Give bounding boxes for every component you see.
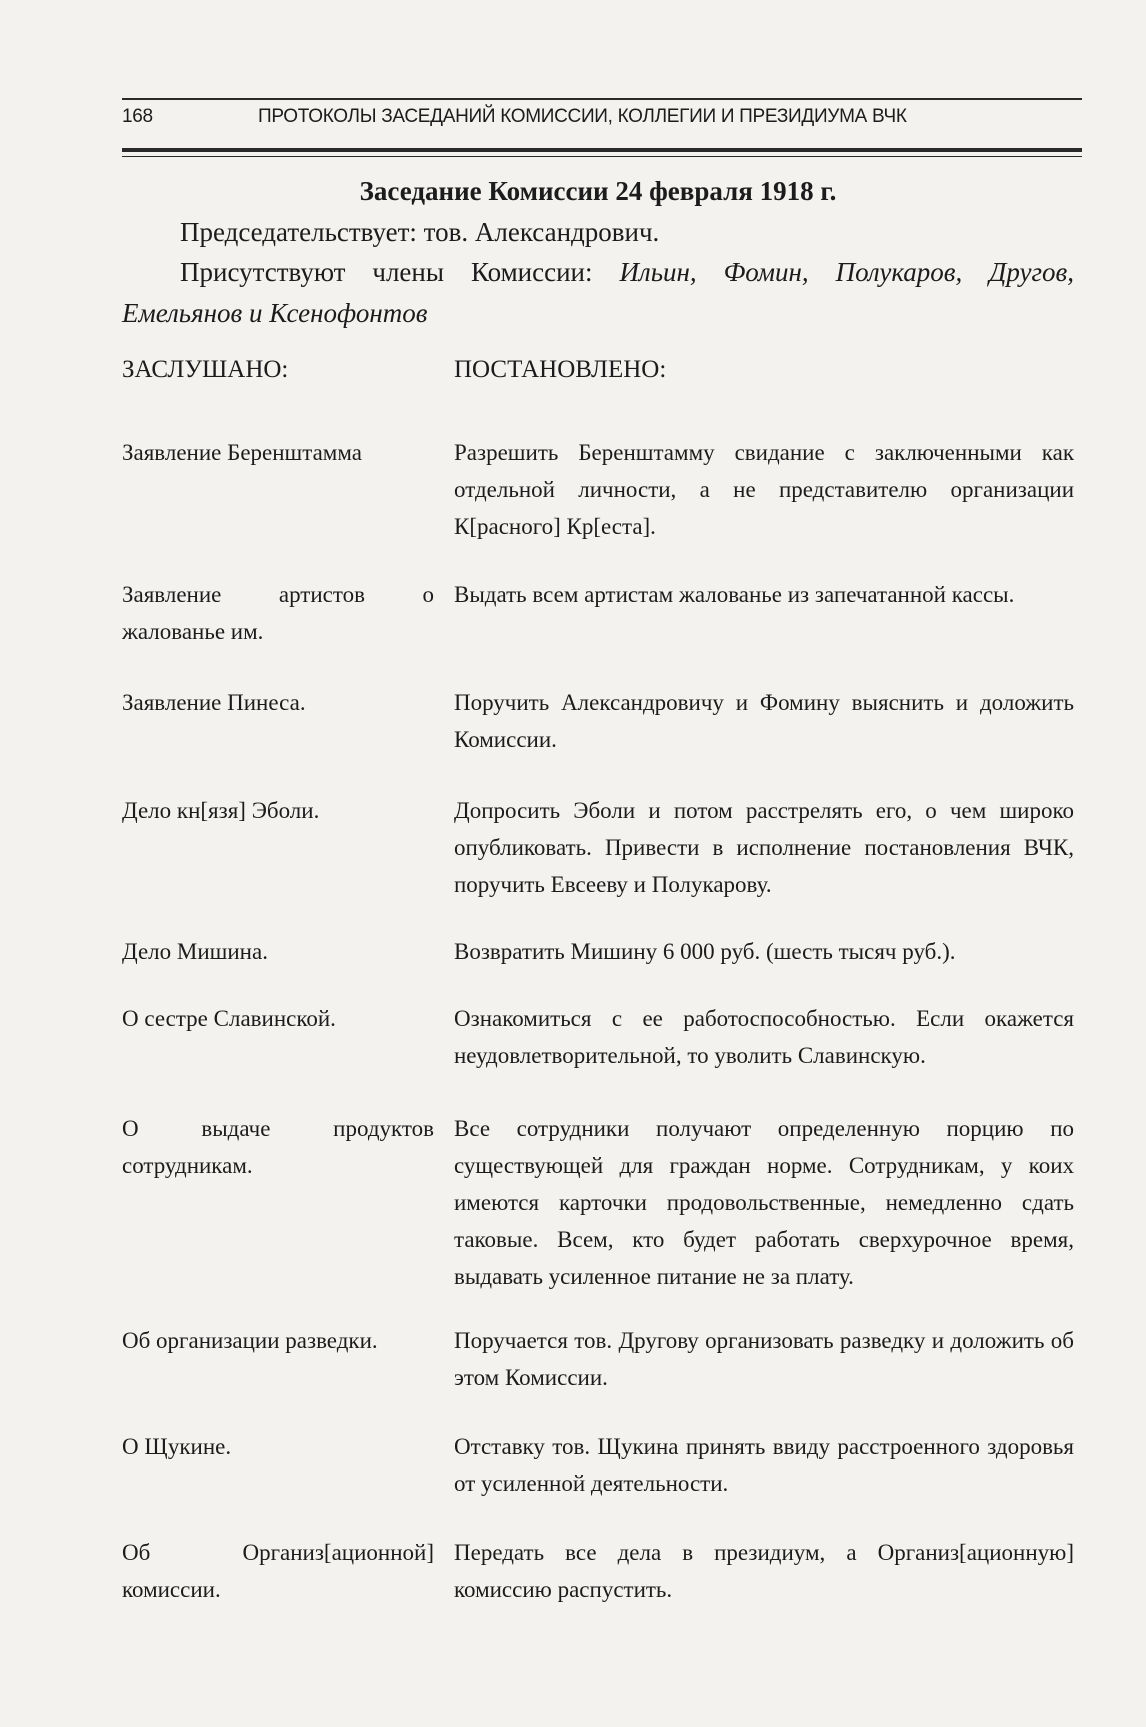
header-rule-thick xyxy=(122,148,1082,152)
protocol-item xyxy=(122,434,1074,545)
item-resolved: Поручить Александровичу и Фомину выяснить и доложить Комиссии. xyxy=(454,690,1074,752)
present-line xyxy=(122,252,1074,334)
session-title: Заседание Комиссии 24 февраля 1918 г. xyxy=(359,176,837,206)
item-resolved: Выдать всем артистам жалованье из запечатанной кассы. xyxy=(454,582,1015,607)
item-resolved: Отставку тов. Щукина принять ввиду расстроенного здоровья от усиленной деятельности. xyxy=(454,1434,1074,1496)
item-heard: Об Организ[ационной] комиссии. xyxy=(122,1540,434,1602)
item-heard: Заявление Беренштамма xyxy=(122,440,362,465)
item-resolved: Разрешить Беренштамму свидание с заключенными как отдельной личности, а не представителю организации К[расного] Кр[еста]. xyxy=(454,440,1074,539)
page-header xyxy=(122,98,1082,157)
item-heard: О Щукине. xyxy=(122,1434,232,1459)
item-heard: Заявление артистов о жалованье им. xyxy=(122,582,434,644)
column-headers xyxy=(122,356,1074,384)
protocol-item xyxy=(122,684,1074,758)
heard-header: ЗАСЛУШАНО: xyxy=(122,356,289,383)
chair-line: Председательствует: тов. Александрович. xyxy=(180,217,660,247)
header-rule-thin xyxy=(122,156,1082,157)
protocol-item xyxy=(122,933,1074,970)
item-resolved: Все сотрудники получают определенную порцию по существующей для граждан норме. Сотрудникам, у коих имеются карточки продовольственные, немедленно сдать таковые. Всем, кто будет работать сверхурочное время, выдавать усиленное питание не за плату. xyxy=(454,1116,1074,1289)
item-resolved: Допросить Эболи и потом расстрелять его, о чем широко опубликовать. Привести в исполнение постановления ВЧК, поручить Евсееву и Полукарову. xyxy=(454,798,1074,897)
protocol-item xyxy=(122,1428,1074,1502)
running-title: ПРОТОКОЛЫ ЗАСЕДАНИЙ КОМИССИИ, КОЛЛЕГИИ И ПРЕЗИДИУМА ВЧК xyxy=(258,106,907,127)
item-heard: Дело кн[язя] Эболи. xyxy=(122,798,320,823)
item-heard: Об организации разведки. xyxy=(122,1328,378,1353)
item-heard: О выдаче продуктов сотрудникам. xyxy=(122,1116,434,1178)
present-names: Ильин, Фомин, Полукаров, Другов, Емельянов и Ксенофонтов xyxy=(122,257,1074,328)
item-resolved: Поручается тов. Другову организовать разведку и доложить об этом Комиссии. xyxy=(454,1328,1074,1390)
header-row xyxy=(122,100,1082,148)
item-heard: Заявление Пинеса. xyxy=(122,690,306,715)
item-heard: О сестре Славинской. xyxy=(122,1006,336,1031)
protocol-item xyxy=(122,1534,1074,1608)
item-resolved: Возвратить Мишину 6 000 руб. (шесть тысяч руб.). xyxy=(454,939,956,964)
protocol-item xyxy=(122,1000,1074,1074)
protocol-item xyxy=(122,1110,1074,1295)
protocol-content xyxy=(122,164,1074,384)
protocol-item xyxy=(122,1322,1074,1396)
resolved-header: ПОСТАНОВЛЕНО: xyxy=(454,356,667,383)
present-label: Присутствуют члены Комиссии: xyxy=(180,257,620,287)
item-heard: Дело Мишина. xyxy=(122,939,268,964)
protocol-item xyxy=(122,576,1074,650)
item-resolved: Ознакомиться с ее работоспособностью. Если окажется неудовлетворительной, то уволить Славинскую. xyxy=(454,1006,1074,1068)
page-number: 168 xyxy=(122,106,153,127)
item-resolved: Передать все дела в президиум, а Организ[ационную] комиссию распустить. xyxy=(454,1540,1074,1602)
protocol-item xyxy=(122,792,1074,903)
